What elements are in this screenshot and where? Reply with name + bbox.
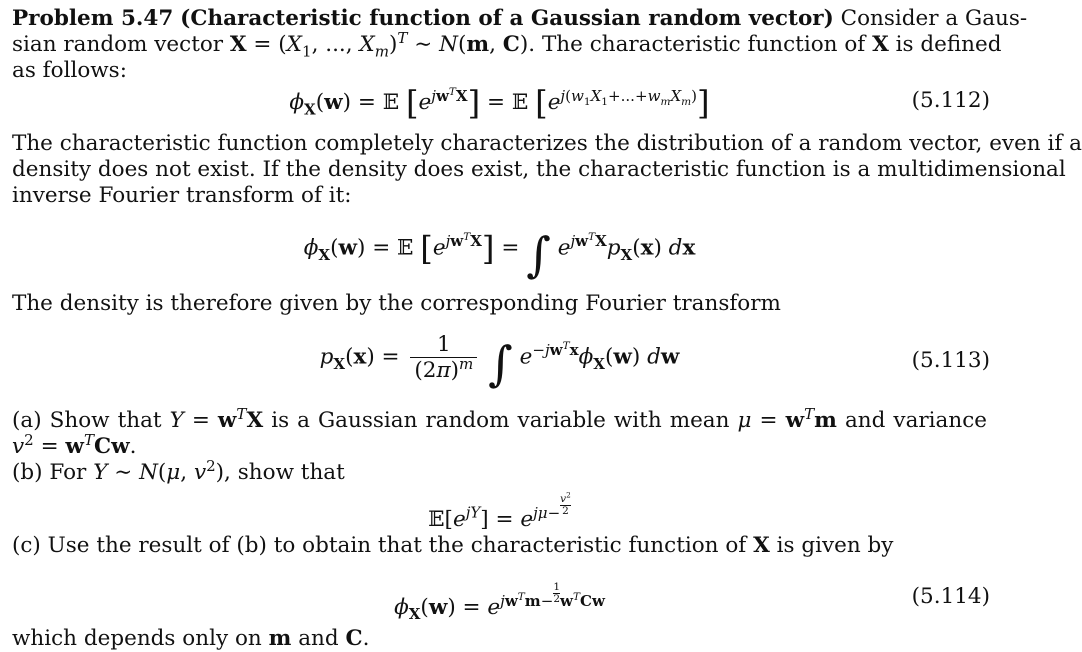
paragraph-1-line-2: density does not exist. If the density does exist, the characteristic function is a multidimensional — [12, 157, 1066, 182]
equation-5-112: $\phi_X(w)$ = 𝔼 $[e^{jw^TX}]$ = 𝔼 $[e^{j(w_1X_1+...+w_mX_m)}]$ — [289, 84, 710, 122]
part-a-line-2: $v^2 = w^TCw$. — [12, 430, 137, 459]
equation-inverse-fourier: $\phi_X(w)$ = 𝔼 $[e^{jw^TX}]$ = ∫ $e^{jw^TX}p_X(x)$ dx — [303, 228, 696, 283]
part-c: (c) Use the result of (b) to obtain that the characteristic function of X is given by — [12, 533, 894, 558]
problem-title: (Characteristic function of a Gaussian random vector) — [180, 6, 834, 31]
closing-line: which depends only on m and C. — [12, 626, 370, 651]
part-a-line-1: (a) Show that $Y = w^TX$ is a Gaussian random variable with mean $\mu = w^Tm$ and variance — [12, 404, 987, 433]
part-b: (b) For Y ∼ N(μ, $v^2$), show that — [12, 456, 345, 485]
paragraph-1-line-1: The characteristic function completely characterizes the distribution of a random vector, even if a — [12, 131, 1082, 156]
paragraph-1-line-3: inverse Fourier transform of it: — [12, 183, 352, 208]
equation-number-5-113: (5.113) — [911, 348, 990, 373]
problem-label: Problem 5.47 — [12, 6, 174, 31]
problem-intro-1: Consider a Gaus- — [840, 6, 1028, 31]
equation-number-5-114: (5.114) — [911, 584, 990, 609]
vector-def-math: $X = (X_1$, ..., $X_m)^T$ ∼ N(m, C). — [229, 28, 536, 61]
equation-number-5-112: (5.112) — [911, 88, 990, 113]
problem-intro-line-2: sian random vector $X = (X_1$, ..., $X_m)^T$ ∼ N(m, C). The characteristic function of X is defined — [12, 28, 1002, 61]
equation-part-b: $𝔼[e^{jY}] = e^{j\mu- \frac{v^2}{2}}$ — [428, 490, 571, 532]
problem-header-line — [12, 6, 1028, 31]
equation-5-113: $p_X(x)$ = $\frac{1}{(2\pi)^m}$ ∫ $e^{-jw^Tx}\phi_X(w)$ dw — [319, 332, 680, 393]
problem-intro-line-3: as follows: — [12, 58, 127, 83]
paragraph-2: The density is therefore given by the corresponding Fourier transform — [12, 291, 781, 316]
equation-5-114: $\phi_X(w) = e^{jw^Tm- \frac{1}{2} w^TCw}$ — [394, 581, 605, 624]
